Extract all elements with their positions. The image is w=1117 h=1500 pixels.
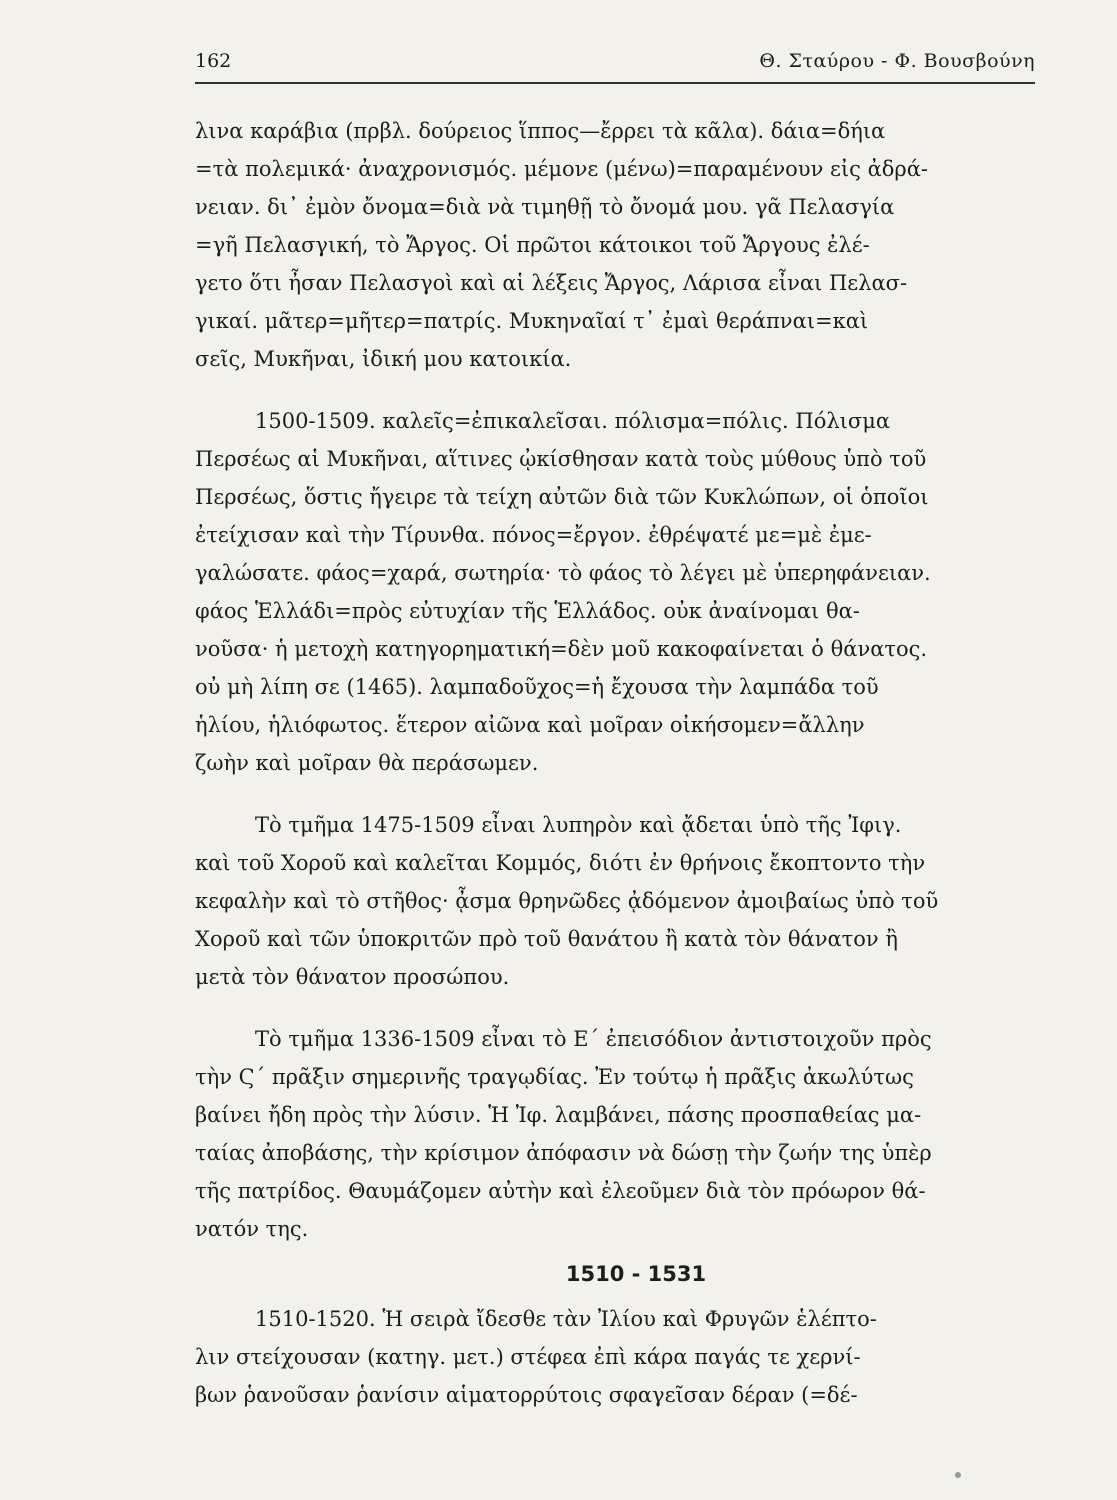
text-line: λινα καράβια (πρβλ. δούρειος ἵππος—ἔρρει τὰ κᾶλα). δάια=δήια <box>195 119 886 143</box>
section-heading: 1510 - 1531 <box>565 1262 707 1286</box>
running-head: Θ. Σταύρου - Φ. Βουσβούνη <box>759 50 1035 72</box>
text-line: 1500-1509. καλεῖς=ἐπικαλεῖσαι. πόλισμα=πόλις. Πόλισμα <box>255 409 891 433</box>
page-number: 162 <box>195 50 232 72</box>
text-line: μετὰ τὸν θάνατον προσώπου. <box>195 965 510 989</box>
text-line: κεφαλὴν καὶ τὸ στῆθος· ᾆσμα θρηνῶδες ᾀδόμενον ἀμοιβαίως ὑπὸ τοῦ <box>195 889 939 913</box>
ink-smudge <box>955 1472 961 1478</box>
paragraph-4 <box>195 1020 1037 1248</box>
header-rule <box>195 82 1035 84</box>
paragraph-5 <box>195 1300 1037 1414</box>
text-line: νατόν της. <box>195 1217 309 1241</box>
text-line: Περσέως, ὅστις ἤγειρε τὰ τείχη αὐτῶν διὰ τῶν Κυκλώπων, οἱ ὁποῖοι <box>195 485 929 509</box>
text-line: ἡλίου, ἡλιόφωτος. ἕτερον αἰῶνα καὶ μοῖραν οἰκήσομεν=ἄλλην <box>195 713 865 737</box>
text-line: νειαν. δι᾽ ἐμὸν ὄνομα=διὰ νὰ τιμηθῇ τὸ ὄνομά μου. γᾶ Πελασγία <box>195 195 895 219</box>
text-line: =γῆ Πελασγική, τὸ Ἄργος. Οἱ πρῶτοι κάτοικοι τοῦ Ἄργους ἐλέ- <box>195 233 870 257</box>
page-header <box>195 50 1035 84</box>
text-line: βαίνει ἤδη πρὸς τὴν λύσιν. Ἡ Ἰφ. λαμβάνει, πάσης προσπαθείας μα- <box>195 1103 922 1127</box>
text-line: γετο ὅτι ἦσαν Πελασγοὶ καὶ αἱ λέξεις Ἄργος, Λάρισα εἶναι Πελασ- <box>195 271 908 295</box>
text-line: ταίας ἀποβάσης, τὴν κρίσιμον ἀπόφασιν νὰ δώσῃ τὴν ζωήν της ὑπὲρ <box>195 1141 932 1165</box>
text-line: νοῦσα· ἡ μετοχὴ κατηγορηματική=δὲν μοῦ κακοφαίνεται ὁ θάνατος. <box>195 637 928 661</box>
text-line: λιν στείχουσαν (κατηγ. μετ.) στέφεα ἐπὶ κάρα παγάς τε χερνί- <box>195 1345 861 1369</box>
paragraph-3 <box>195 806 1037 996</box>
text-line: οὐ μὴ λίπη σε (1465). λαμπαδοῦχος=ἡ ἔχουσα τὴν λαμπάδα τοῦ <box>195 675 879 699</box>
text-line: τὴν Ϛ´ πρᾶξιν σημερινῆς τραγῳδίας. Ἐν τούτῳ ἡ πρᾶξις ἀκωλύτως <box>195 1065 914 1089</box>
text-line: ζωὴν καὶ μοῖραν θὰ περάσωμεν. <box>195 751 539 775</box>
text-line: Περσέως αἱ Μυκῆναι, αἵτινες ᾠκίσθησαν κατὰ τοὺς μύθους ὑπὸ τοῦ <box>195 447 927 471</box>
text-line: καὶ τοῦ Χοροῦ καὶ καλεῖται Κομμός, διότι ἐν θρήνοις ἔκοπτοντο τὴν <box>195 851 926 875</box>
page-body <box>195 112 1037 1414</box>
paragraph-2 <box>195 402 1037 782</box>
text-line: ἐτείχισαν καὶ τὴν Τίρυνθα. πόνος=ἔργον. ἐθρέψατέ με=μὲ ἐμε- <box>195 523 872 547</box>
text-line: 1510-1520. Ἡ σειρὰ ἴδεσθε τὰν Ἰλίου καὶ Φρυγῶν ἑλέπτο- <box>255 1307 877 1331</box>
text-line: φάος Ἑλλάδι=πρὸς εὐτυχίαν τῆς Ἑλλάδος. οὐκ ἀναίνομαι θα- <box>195 599 860 623</box>
text-line: γαλώσατε. φάος=χαρά, σωτηρία· τὸ φάος τὸ λέγει μὲ ὑπερηφάνειαν. <box>195 561 931 585</box>
text-line: βων ῥανοῦσαν ῥανίσιν αἱματορρύτοις σφαγεῖσαν δέραν (=δέ- <box>195 1383 858 1407</box>
paragraph-1 <box>195 112 1037 378</box>
text-line: Τὸ τμῆμα 1336-1509 εἶναι τὸ Ε´ ἐπεισόδιον ἀντιστοιχοῦν πρὸς <box>255 1027 932 1051</box>
text-line: Χοροῦ καὶ τῶν ὑποκριτῶν πρὸ τοῦ θανάτου ἢ κατὰ τὸν θάνατον ἢ <box>195 927 898 951</box>
text-line: =τὰ πολεμικά· ἀναχρονισμός. μέμονε (μένω)=παραμένουν εἰς ἀδρά- <box>195 157 929 181</box>
text-line: Τὸ τμῆμα 1475-1509 εἶναι λυπηρὸν καὶ ᾄδεται ὑπὸ τῆς Ἰφιγ. <box>255 813 902 837</box>
text-line: σεῖς, Μυκῆναι, ἰδική μου κατοικία. <box>195 347 572 371</box>
text-line: γικαί. μᾶτερ=μῆτερ=πατρίς. Μυκηναῖαί τ᾽ ἐμαὶ θεράπναι=καὶ <box>195 309 869 333</box>
text-line: τῆς πατρίδος. Θαυμάζομεν αὐτὴν καὶ ἐλεοῦμεν διὰ τὸν πρόωρον θά- <box>195 1179 926 1203</box>
